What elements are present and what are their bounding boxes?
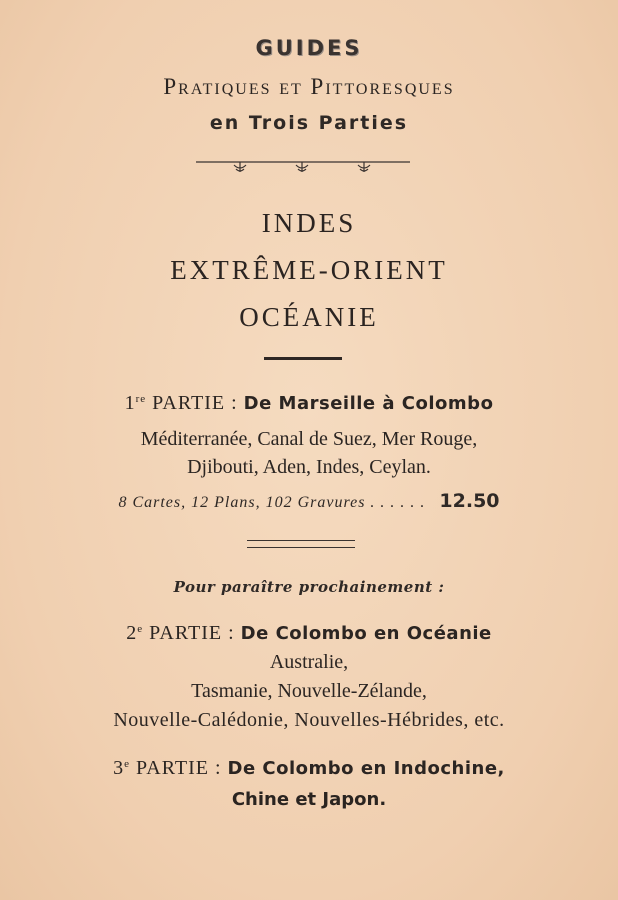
parts-note: en Trois Parties [209, 112, 409, 134]
part1-line2: Djibouti, Aden, Indes, Ceylan. [187, 456, 431, 478]
double-rule [247, 540, 355, 548]
part3-heading: 3e PARTIE : De Colombo en Indochine, [113, 757, 505, 779]
part2-line3: Nouvelle-Calédonie, Nouvelles-Hébrides, etc. [113, 709, 505, 731]
region-far-east: EXTRÊME-ORIENT [170, 255, 448, 285]
part1-contents: 8 Cartes, 12 Plans, 102 Gravures . . . . . . 12.50 [118, 490, 500, 512]
series-subtitle: Pratiques et Pittoresques [163, 74, 455, 99]
part2-line2: Tasmanie, Nouvelle-Zélande, [191, 680, 427, 702]
part1-line1: Méditerranée, Canal de Suez, Mer Rouge, [140, 428, 478, 450]
forthcoming-note: Pour paraître prochainement : [173, 578, 445, 596]
region-oceania: OCÉANIE [239, 302, 379, 332]
part1-price: 12.50 [439, 490, 500, 512]
series-title: GUIDES [255, 36, 363, 60]
region-india: INDES [261, 208, 357, 238]
part3-line1: Chine et Japon. [231, 789, 387, 810]
ornament-divider-icon [196, 156, 410, 180]
part1-heading: 1re PARTIE : De Marseille à Colombo [124, 392, 494, 414]
divider-rule [264, 357, 342, 360]
part2-heading: 2e PARTIE : De Colombo en Océanie [126, 622, 492, 644]
part2-line1: Australie, [269, 651, 349, 673]
